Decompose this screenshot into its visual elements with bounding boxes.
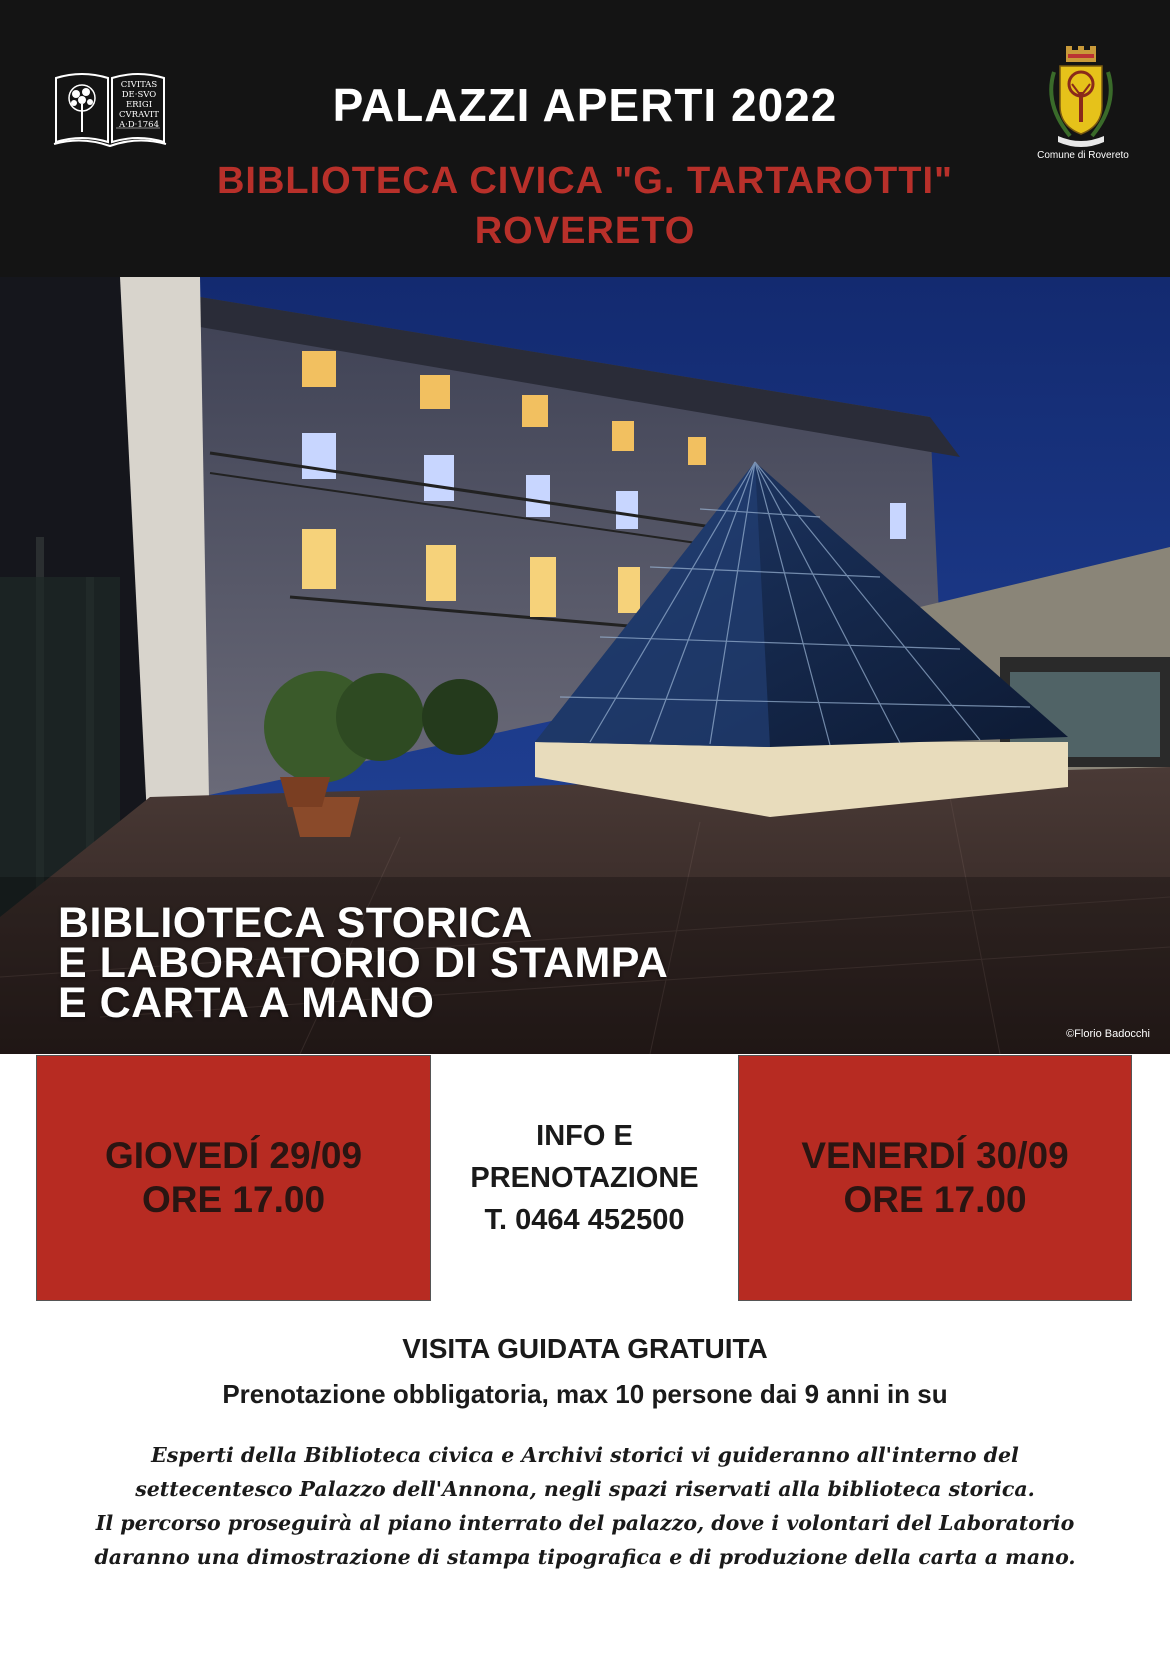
photo-credit: ©Florio Badocchi <box>1066 1028 1150 1040</box>
municipal-coat-of-arms-icon <box>1030 44 1130 154</box>
event-time: ORE 17.00 <box>141 1179 326 1220</box>
header <box>0 0 1170 277</box>
visit-title: VISITA GUIDATA GRATUITA <box>402 1333 768 1364</box>
logo-text-line: A·D·1764 <box>119 120 159 130</box>
phone-number: T. 0464 452500 <box>484 1204 685 1236</box>
library-name: BIBLIOTECA CIVICA "G. TARTAROTTI" <box>216 160 954 202</box>
logo-text-line: DE·SVO <box>121 90 157 100</box>
description-line: Il percorso proseguirà al piano interrato del palazzo, dove i volontari del Laboratorio <box>95 1511 1075 1535</box>
description-line: Esperti della Biblioteca civica e Archivi storici vi guideranno all'interno del <box>151 1443 1019 1467</box>
description-line: settecentesco Palazzo dell'Annona, negli spazi riservati alla biblioteca storica. <box>135 1477 1035 1501</box>
caption-line: E LABORATORIO DI STAMPA <box>58 939 669 987</box>
event-description <box>30 1438 1140 1574</box>
visit-subtitle: Prenotazione obbligatoria, max 10 persone dai 9 anni in su <box>222 1379 948 1409</box>
logo-text-line: CVRAVIT <box>119 110 159 120</box>
description-line: daranno una dimostrazione di stampa tipografica e di produzione della carta a mano. <box>94 1545 1076 1569</box>
logo-text-line: CIVITAS <box>120 80 158 90</box>
event-time: ORE 17.00 <box>843 1179 1027 1220</box>
event-box-friday <box>738 1055 1132 1301</box>
photo-caption <box>58 899 669 1027</box>
logo-text-line: ERIGI <box>125 100 153 110</box>
page-title: PALAZZI APERTI 2022 <box>332 79 838 131</box>
caption-line: BIBLIOTECA STORICA <box>58 899 533 947</box>
event-box-thursday <box>36 1055 431 1301</box>
info-line: PRENOTAZIONE <box>470 1162 699 1194</box>
caption-line: E CARTA A MANO <box>58 979 435 1027</box>
info-booking-box <box>431 1055 738 1301</box>
info-line: INFO E <box>536 1120 633 1152</box>
library-courtyard-photo <box>0 277 1170 1054</box>
municipality-caption: Comune di Rovereto <box>1037 150 1129 161</box>
event-date: VENERDÍ 30/09 <box>801 1135 1069 1176</box>
city-name: ROVERETO <box>474 210 696 252</box>
event-date: GIOVEDÍ 29/09 <box>104 1135 363 1176</box>
